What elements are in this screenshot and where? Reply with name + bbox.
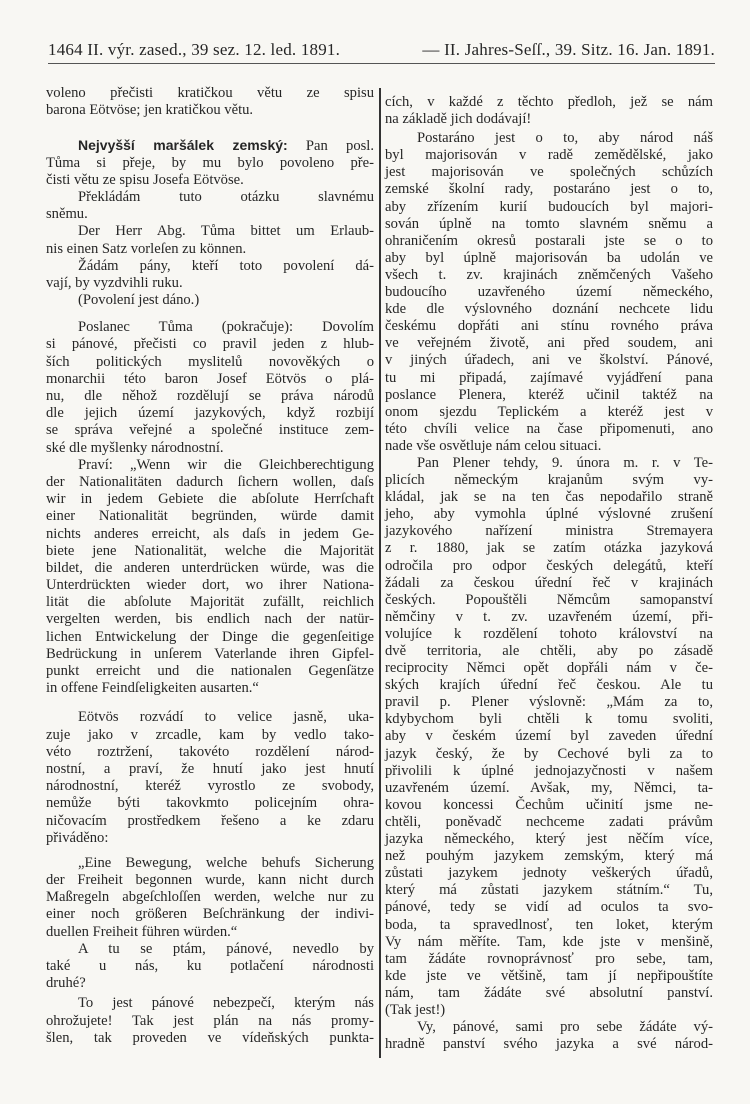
paragraph bbox=[46, 137, 374, 189]
paragraph bbox=[46, 457, 374, 698]
text-line: (Tak jest!) bbox=[385, 1001, 446, 1018]
text-line: ohraničením okresů postarali jste se o to bbox=[385, 232, 713, 249]
paragraph bbox=[46, 189, 374, 223]
header-german: — II. Jahres-Seſſ., 39. Sitz. 16. Jan. 1891. bbox=[422, 40, 715, 59]
text-line: vají, by vyzdvihli ruku. bbox=[46, 274, 183, 291]
text-line: barona Eötvöse; jen kratičkou větu. bbox=[46, 102, 254, 119]
text-line: kládal, jak se na ten čas nepodařilo straně bbox=[385, 489, 713, 506]
paragraph bbox=[385, 130, 713, 455]
text-line: než pouhým jazykem zemským, který má bbox=[385, 848, 713, 865]
text-line: z r. 1880, jak se zatím otázka jazyková bbox=[385, 540, 713, 557]
text-line: Bedrückung in unſerem Vaterlande ihren Gipfel- bbox=[46, 645, 374, 662]
text-line: zemské školní rady, postaráno jest o to, bbox=[385, 181, 713, 198]
text-line: aby byl úplně majorisován ba udolán ve bbox=[385, 249, 713, 266]
text-line: der Nationalitäten dadurch ſichern wollen, daſs bbox=[46, 473, 374, 490]
text-line: němčiny v t. zv. uzavřeném území, při- bbox=[385, 608, 713, 625]
text-line: „Eine Bewegung, welche behufs Sicherung bbox=[78, 854, 374, 871]
text-line: Vy, pánové, sami pro sebe žádáte vý- bbox=[417, 1019, 713, 1036]
text-line: ve veřejném životě, ani před soudem, ani bbox=[385, 335, 713, 352]
text-line: zůstati jazykem jednoty veškerých úřadů, bbox=[385, 865, 713, 882]
paragraph bbox=[385, 94, 713, 128]
text-line: kovou koncessi Čechům učinití jsme ne- bbox=[385, 796, 713, 813]
text-line: všech t. zv. krajinách zněmčených Vašeho bbox=[385, 266, 713, 283]
text-line: in offene Feindſeligkeiten ausarten.“ bbox=[46, 680, 259, 697]
text-line: jeho, aby vymohla úplné výslovné zrušení bbox=[385, 506, 713, 523]
text-line: bildet, die anderen unterdrücken würde, was die bbox=[46, 559, 374, 576]
text-line: nade vše osvětluje nám celou situaci. bbox=[385, 437, 602, 454]
text-line: nostní, a praví, že hnutí jako jest hnutí bbox=[46, 760, 374, 777]
text-line: biete jene Nationalität, welche die Majorität bbox=[46, 542, 374, 559]
text-line: ničovacím prostředkem řešeno a ke zdaru bbox=[46, 812, 374, 829]
text-line: hradně panství svého jazyka a své národ- bbox=[385, 1036, 713, 1053]
text-line: dle jejich území jazykových, když rozbijí bbox=[46, 405, 374, 422]
text-line: v jiných úřadech, ani ve školství. Pánové, bbox=[385, 352, 713, 369]
text-line: duellen Freiheit führen würden.“ bbox=[46, 923, 238, 940]
paragraph bbox=[46, 292, 374, 309]
text-line: pravil p. Plener výslovně: „Mám za to, bbox=[385, 694, 713, 711]
text-line: kde dle výslovného doznání nechcete lidu bbox=[385, 301, 713, 318]
text-line: také u nás, ku potlačení národnosti bbox=[46, 958, 374, 974]
paragraph bbox=[46, 223, 374, 257]
text-line: Unterdrückten wieder dort, wo ihrer Nationa- bbox=[46, 577, 374, 594]
text-line: zuje jako v zrcadle, kam by vedlo tako- bbox=[46, 726, 374, 743]
text-line bbox=[46, 137, 374, 154]
text-line: einer Nationalität begründen, würde damit bbox=[46, 508, 374, 525]
text-line: Překládám tuto otázku slavnému bbox=[78, 188, 374, 205]
paragraph bbox=[46, 85, 374, 119]
text-line: jest majorisován ve společných schůzích bbox=[385, 164, 713, 181]
text-line: voleno přečisti kratičkou větu ze spisu bbox=[46, 85, 374, 101]
text-line: reciprocity Němci opět dopřáli nám v če- bbox=[385, 660, 713, 677]
text-line: (Povolení jest dáno.) bbox=[78, 292, 200, 309]
page-header bbox=[48, 40, 715, 64]
text-line: uzavřeném území. Avšak, my, Němci, ta- bbox=[385, 779, 713, 796]
text-line: žádali za českou úřední řeč v krajinách bbox=[385, 574, 713, 591]
text-line: tam žádáte rovnoprávnosť pro sebe, tam, bbox=[385, 950, 713, 967]
paragraph bbox=[46, 941, 374, 993]
column-divider bbox=[379, 88, 381, 1058]
text-line: Pan Plener tehdy, 9. února m. r. v Te- bbox=[417, 454, 713, 471]
text-line: Eötvös rozvádí to velice jasně, uka- bbox=[78, 709, 374, 726]
text-line: přivolili k úplné jednojazyčnosti v našem bbox=[385, 762, 713, 779]
text-line: chtěli, poněvadč nechceme zadati právům bbox=[385, 813, 713, 830]
text-line: sněmu. bbox=[46, 206, 88, 223]
text-line: cích, v každé z těchto předloh, jež se nám bbox=[385, 94, 713, 110]
text-line: jazykového nařízení ministra Stremayera bbox=[385, 523, 713, 540]
text-line: českých. Popouštěli Němcům samopanství bbox=[385, 591, 713, 608]
text-line: lichen Entwickelung der Dinge die gegenſeitige bbox=[46, 628, 374, 645]
text-line: kde jste ve většině, tam jí nepřipouštíte bbox=[385, 967, 713, 984]
text-line: tu mi připadá, zajímavé vyjádření pana bbox=[385, 369, 713, 386]
speaker-name: Nejvyšší maršálek zemský: bbox=[78, 137, 288, 154]
text-line: odročila pro odpor českých delegátů, kteří bbox=[385, 557, 713, 574]
text-line: Žádám pány, kteří toto povolení dá- bbox=[78, 257, 374, 274]
text-line: kdybychom byli chtěli k tomu svoliti, bbox=[385, 711, 713, 728]
text-line: Poslanec Tůma (pokračuje): Dovolím bbox=[78, 319, 374, 336]
text-line: ských krajích úřední řeč českou. Ale tu bbox=[385, 677, 713, 694]
text-line: který má zůstati jazykem státním.“ Tu, bbox=[385, 882, 713, 899]
text-line: této chvíli velice na čase připomenuti, ano bbox=[385, 420, 713, 437]
text-line: Tůma si přeje, by mu bylo povoleno pře- bbox=[46, 154, 374, 171]
paragraph bbox=[46, 319, 374, 457]
paragraph bbox=[46, 855, 374, 941]
line-text: Pan posl. bbox=[287, 138, 374, 155]
text-line: Maßregeln abgeſchloſſen werden, welche nur zu bbox=[46, 889, 374, 906]
text-line: Der Herr Abg. Tůma bittet um Erlaub- bbox=[78, 223, 374, 240]
text-line: se správa veřejné a společné instituce zem- bbox=[46, 422, 374, 439]
text-line: plicích německým krajanům svým vy- bbox=[385, 472, 713, 489]
paragraph bbox=[385, 455, 713, 1019]
text-line: vergelten werden, bis endlich nach der natür- bbox=[46, 611, 374, 628]
text-line: čisti větu ze spisu Josefa Eötvöse. bbox=[46, 171, 244, 188]
paragraph bbox=[46, 709, 374, 847]
text-line: nu, dle něhož rozdělují se práva národů bbox=[46, 388, 374, 404]
text-line: wir in jedem Gebiete die abſolute Herrſchaft bbox=[46, 491, 374, 508]
text-line: si pánové, přečisti co pravil jeden z hlub- bbox=[46, 336, 374, 353]
text-line: jazyka německého, který jest něčím více, bbox=[385, 831, 713, 848]
text-line: Vy nám měříte. Tam, kde jste v menšině, bbox=[385, 933, 713, 950]
text-line: českému dopřáti ani stínu rovného práva bbox=[385, 318, 713, 335]
left-column bbox=[46, 85, 374, 1047]
text-line: nám, tam žádáte své absolutní panství. bbox=[385, 984, 713, 1001]
paragraph bbox=[46, 258, 374, 292]
text-line: ohrožujete! Tak jest plán na nás promy- bbox=[46, 1012, 374, 1029]
text-line: aby zřízením kurií budoucích byl majori- bbox=[385, 198, 713, 215]
text-line: Praví: „Wenn wir die Gleichberechtigung bbox=[78, 456, 374, 473]
text-line: einer noch größeren Beſchränkung der indivi- bbox=[46, 906, 374, 923]
text-line: lität die abſolute Majorität zufällt, reichlich bbox=[46, 594, 374, 611]
text-line: véto roztržení, takovéto rozdělení národ- bbox=[46, 743, 374, 760]
text-line: monarchii této baron Josef Eötvös o plá- bbox=[46, 370, 374, 387]
text-line: sován úplně na tomto slavném sněmu a bbox=[385, 215, 713, 232]
paragraph bbox=[46, 995, 374, 1047]
text-line: poslance Plenera, kteréž učinil taktéž na bbox=[385, 386, 713, 403]
right-column bbox=[385, 94, 713, 1053]
text-line: na základě jich dodávají! bbox=[385, 111, 532, 128]
paragraph bbox=[385, 1019, 713, 1053]
text-line: dvě territoria, ale chtěli, aby po zásadě bbox=[385, 643, 713, 659]
text-line: aby v českém území byl zaveden úřední bbox=[385, 728, 713, 745]
text-line: druhé? bbox=[46, 975, 86, 992]
text-line: boda, ta spravedlnosť, ten loket, kterým bbox=[385, 916, 713, 933]
text-line: jazyk český, že by Cechové byli za to bbox=[385, 745, 713, 762]
text-line: Postaráno jest o to, aby národ náš bbox=[417, 130, 713, 147]
text-line: přiváděno: bbox=[46, 829, 109, 846]
text-line: šlen, tak proveden ve vídeňských punkta- bbox=[46, 1029, 374, 1046]
text-line: volujíce k rozdělení tohoto království na bbox=[385, 625, 713, 642]
text-line: národnostní, kteréž vyrostlo ze svobody, bbox=[46, 778, 374, 795]
text-line: nemůže býti takovkmto policejním ohra- bbox=[46, 795, 374, 812]
text-line: byl majorisován v radě zemědělské, jako bbox=[385, 147, 713, 164]
text-line: punkt erreicht und die nationalen Gegenſätze bbox=[46, 663, 374, 679]
text-line: budoucího uzavřeného území německého, bbox=[385, 284, 713, 301]
text-line: pánové, tedy se vidí ad oculos ta svo- bbox=[385, 899, 713, 916]
text-line: der Freiheit begonnen wurde, kann nicht durch bbox=[46, 872, 374, 889]
text-line: To jest pánové nebezpečí, kterým nás bbox=[78, 995, 374, 1012]
text-line: A tu se ptám, pánové, nevedlo by bbox=[78, 940, 374, 957]
text-line: ské dle myšlenky národnostní. bbox=[46, 439, 224, 456]
text-line: ších politických myslitelů novověkých o bbox=[46, 353, 374, 370]
text-line: onom sjezdu Teplickém a kteréž jest v bbox=[385, 403, 713, 420]
text-line: nis einen Satz vorleſen zu können. bbox=[46, 240, 247, 257]
text-line: nichts anderes erreicht, als daſs in jedem Ge- bbox=[46, 525, 374, 542]
header-czech: 1464 II. výr. zased., 39 sez. 12. led. 1891. bbox=[48, 40, 341, 59]
